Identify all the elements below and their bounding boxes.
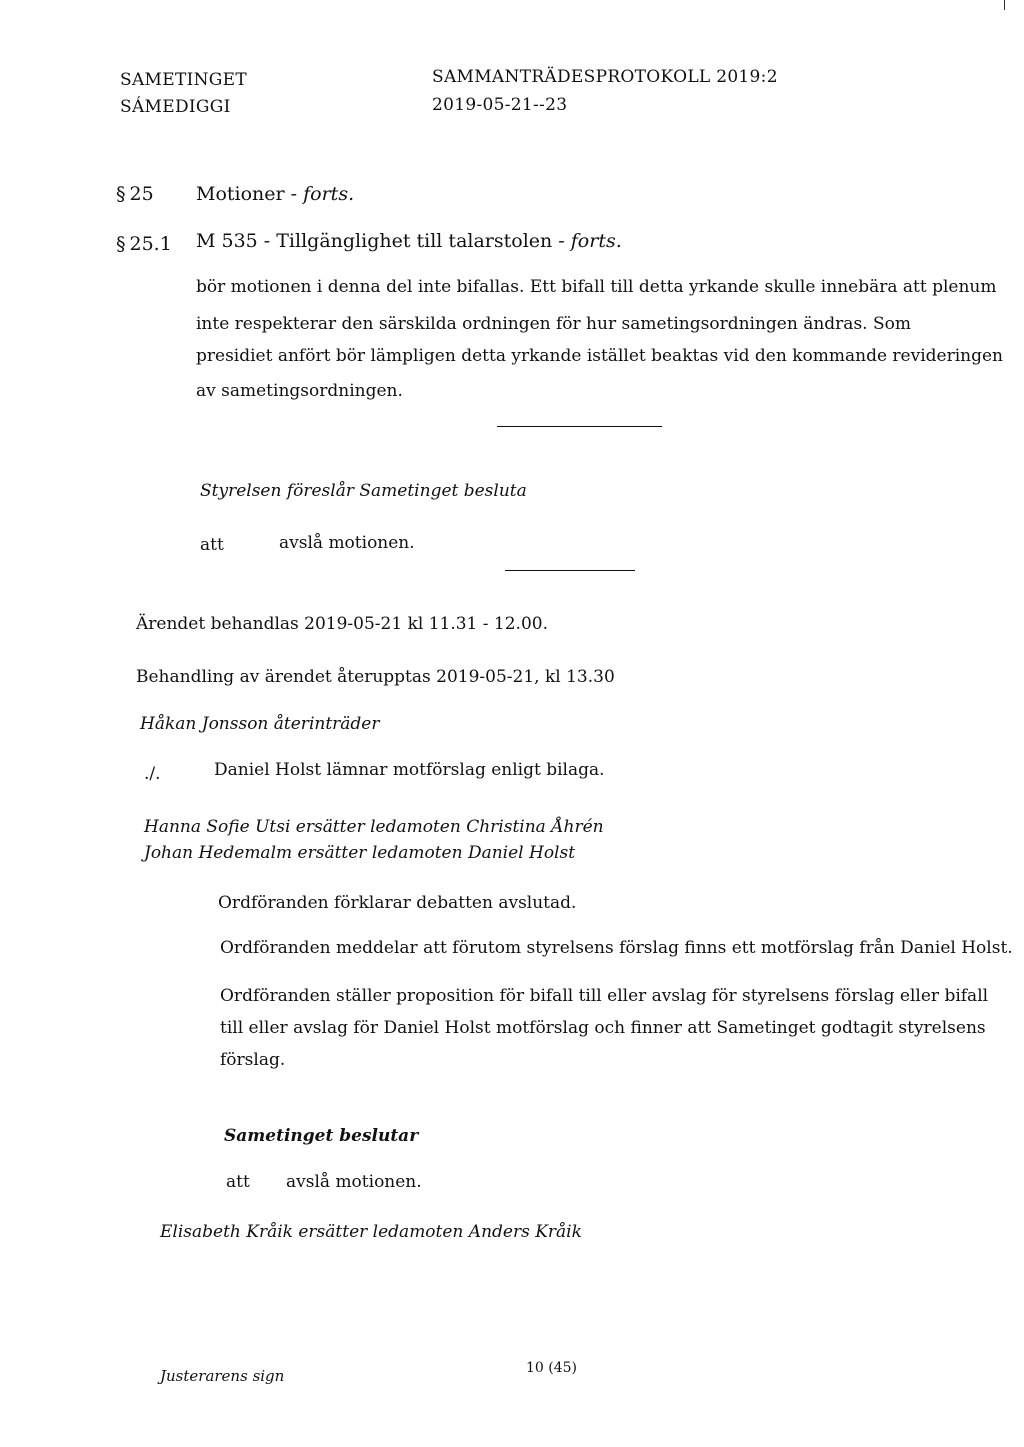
section-title: Motioner - — [196, 183, 298, 205]
section-25-heading — [116, 183, 154, 205]
chair-line: Ordföranden förklarar debatten avslutad. — [218, 893, 577, 913]
section-25-1-title — [196, 230, 622, 252]
proceedings-line: Håkan Jonsson återinträder — [140, 714, 380, 734]
paragraph-line: presidiet anfört bör lämpligen detta yrkande istället beaktas vid den kommande revideringen — [196, 346, 1003, 366]
paragraph-line: av sametingsordningen. — [196, 381, 403, 401]
proceedings-line: Hanna Sofie Utsi ersätter ledamoten Christina Åhrén — [144, 817, 604, 837]
proceedings-line: Ärendet behandlas 2019-05-21 kl 11.31 - 12.00. — [136, 614, 549, 634]
section-symbol: § — [116, 183, 126, 205]
decision-text: avslå motionen. — [286, 1172, 422, 1192]
attachment-mark: ./. — [144, 764, 161, 784]
proceedings-line: Daniel Holst lämnar motförslag enligt bilaga. — [214, 760, 605, 780]
paragraph-line: bör motionen i denna del inte bifallas. Ett bifall till detta yrkande skulle innebära att plenum — [196, 277, 997, 297]
decision-note: Elisabeth Kråik ersätter ledamoten Anders Kråik — [160, 1222, 582, 1242]
divider-rule — [505, 570, 635, 571]
paragraph-line: inte respekterar den särskilda ordningen för hur sametingsordningen ändras. Som — [196, 314, 911, 334]
chair-line: Ordföranden ställer proposition för bifall till eller avslag för styrelsens förslag eller bifall — [220, 986, 989, 1006]
section-25-1-heading — [116, 233, 172, 255]
decision-att: att — [226, 1172, 250, 1192]
chair-line: Ordföranden meddelar att förutom styrelsens förslag finns ett motförslag från Daniel Holst. — [220, 938, 1013, 958]
header-doc-dates: 2019-05-21--23 — [432, 95, 568, 115]
section-forts: forts. — [570, 230, 622, 252]
section-symbol: § — [116, 233, 126, 255]
section-forts: forts. — [303, 183, 355, 205]
header-org-swedish: SAMETINGET — [120, 70, 247, 90]
section-number: 25.1 — [129, 233, 172, 255]
section-title: M 535 - Tillgänglighet till talarstolen - — [196, 230, 565, 252]
proceedings-line: Behandling av ärendet återupptas 2019-05-21, kl 13.30 — [136, 667, 615, 687]
section-number: 25 — [129, 183, 154, 205]
header-org-sami: SÁMEDIGGI — [120, 97, 231, 117]
scan-edge-mark — [1004, 0, 1005, 10]
proceedings-line: Johan Hedemalm ersätter ledamoten Daniel Holst — [144, 843, 576, 863]
styrelsen-att: att — [200, 535, 224, 555]
chair-line: förslag. — [220, 1050, 286, 1070]
divider-rule — [497, 426, 662, 427]
decision-heading: Sametinget beslutar — [224, 1126, 419, 1146]
section-25-title — [196, 183, 354, 205]
styrelsen-proposal: avslå motionen. — [279, 533, 415, 553]
footer-sign-label: Justerarens sign — [160, 1367, 285, 1385]
header-doc-title: SAMMANTRÄDESPROTOKOLL 2019:2 — [432, 67, 778, 87]
styrelsen-heading: Styrelsen föreslår Sametinget besluta — [200, 481, 527, 501]
chair-line: till eller avslag för Daniel Holst motförslag och finner att Sametinget godtagit styrelsens — [220, 1018, 986, 1038]
footer-page-number: 10 (45) — [526, 1360, 578, 1376]
